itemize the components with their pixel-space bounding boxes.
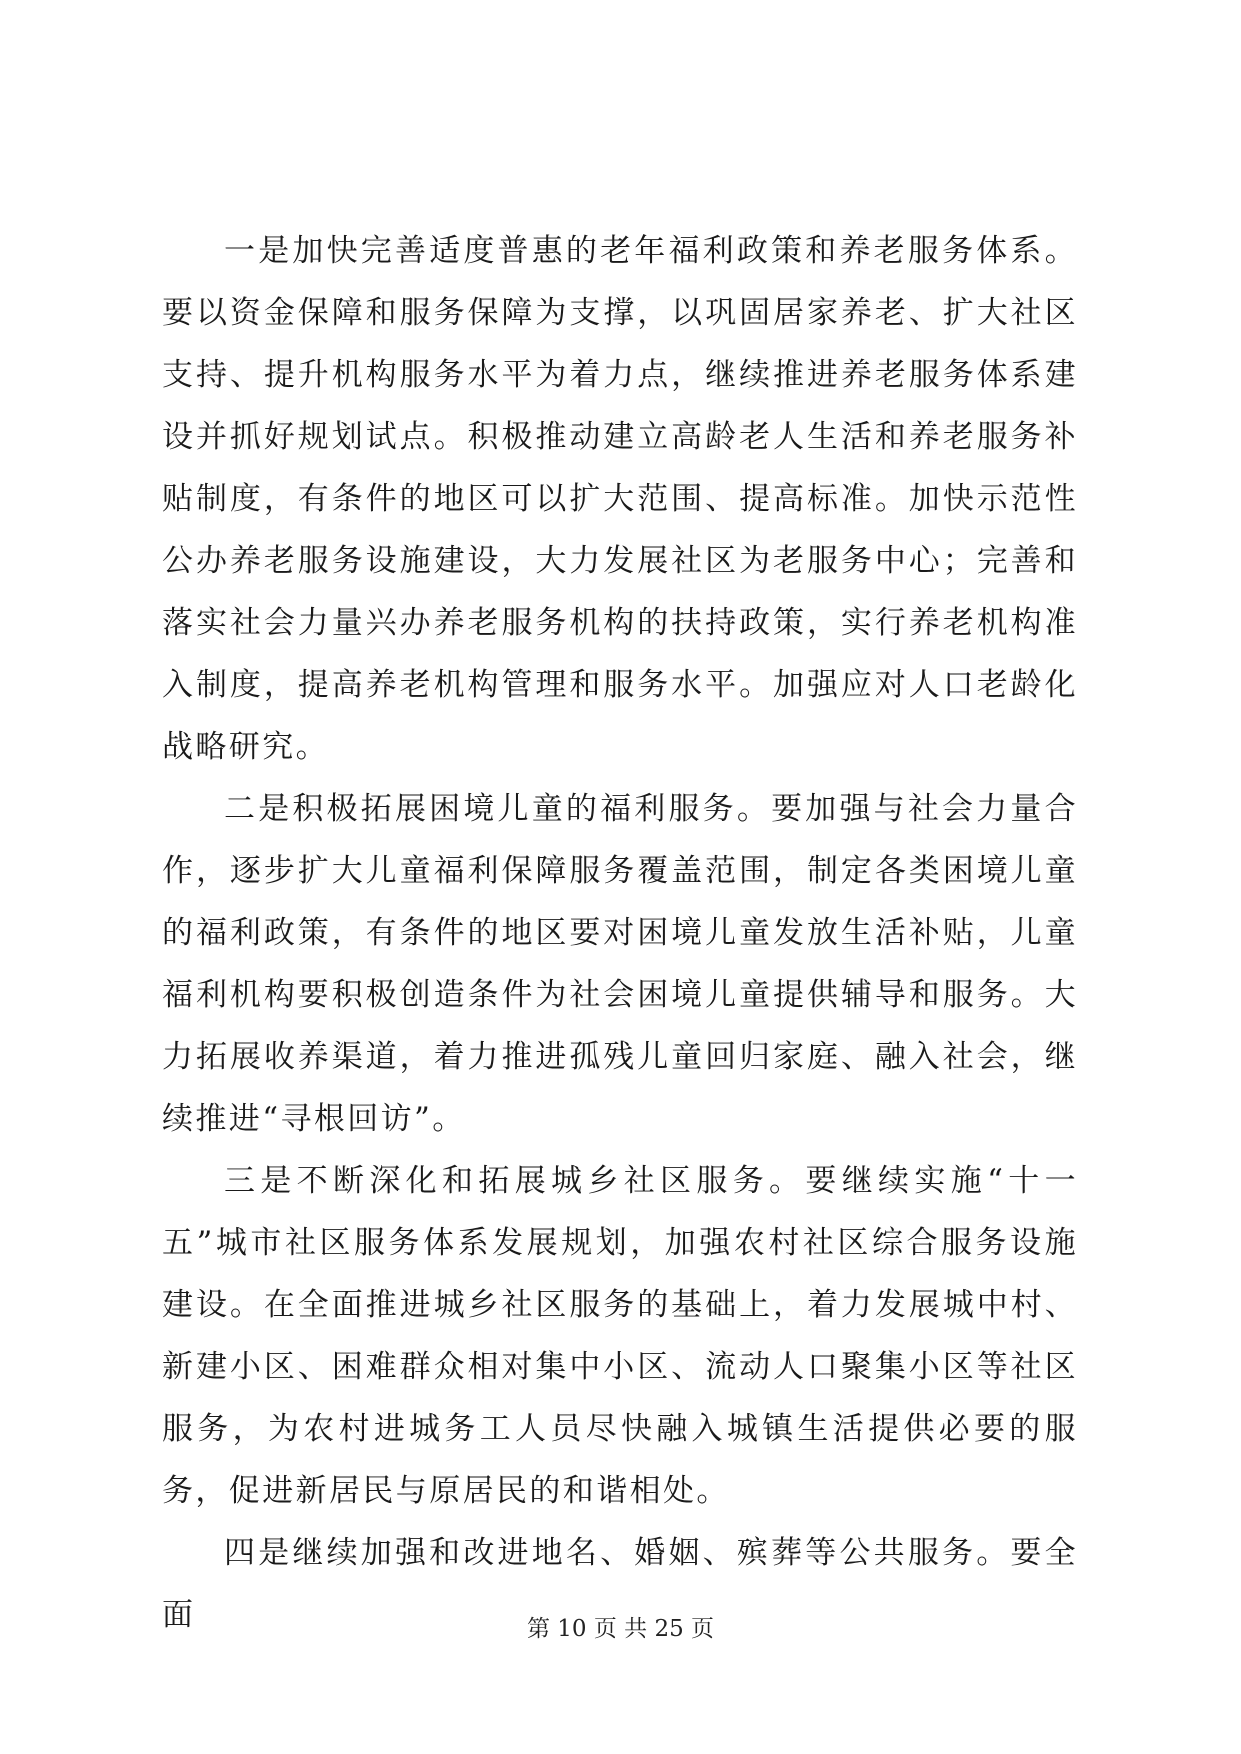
page-footer: 第 10 页 共 25 页 [526, 1616, 715, 1642]
paragraph-community-service: 三是不断深化和拓展城乡社区服务。要继续实施“十一五”城市社区服务体系发展规划，加强农村社区综合服务设施建设。在全面推进城乡社区服务的基础上，着力发展城中村、新建小区、困难群众相对集中小区、流动人口聚集小区等社区服务，为农村进城务工人员尽快融入城镇生活提供必要的服务，促进新居民与原居民的和谐相处。 [162, 1163, 1078, 1509]
document-body [162, 220, 1078, 1646]
paragraph-elderly-welfare: 一是加快完善适度普惠的老年福利政策和养老服务体系。要以资金保障和服务保障为支撑，以巩固居家养老、扩大社区支持、提升机构服务水平为着力点，继续推进养老服务体系建设并抓好规划试点。积极推动建立高龄老人生活和养老服务补贴制度，有条件的地区可以扩大范围、提高标准。加快示范性公办养老服务设施建设，大力发展社区为老服务中心；完善和落实社会力量兴办养老服务机构的扶持政策，实行养老机构准入制度，提高养老机构管理和服务水平。加强应对人口老龄化战略研究。 [162, 233, 1078, 765]
paragraph-public-service: 四是继续加强和改进地名、婚姻、殡葬等公共服务。要全面 [162, 1535, 1078, 1633]
paragraph-children-welfare: 二是积极拓展困境儿童的福利服务。要加强与社会力量合作，逐步扩大儿童福利保障服务覆盖范围，制定各类困境儿童的福利政策，有条件的地区要对困境儿童发放生活补贴，儿童福利机构要积极创造条件为社会困境儿童提供辅导和服务。大力拓展收养渠道，着力推进孤残儿童回归家庭、融入社会，继续推进“寻根回访”。 [162, 791, 1078, 1137]
